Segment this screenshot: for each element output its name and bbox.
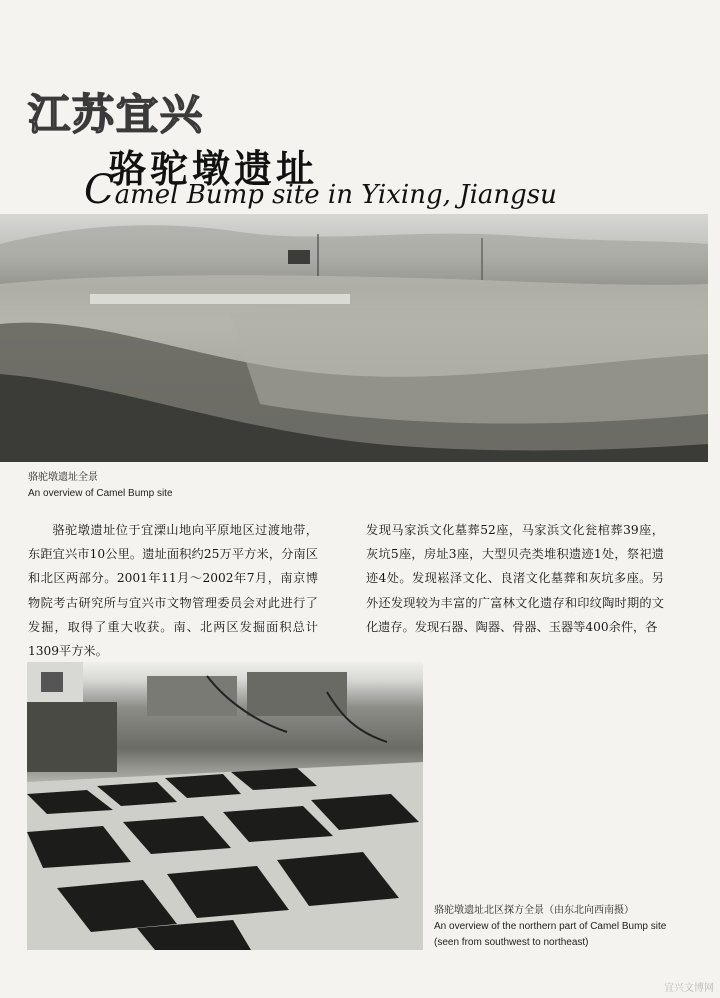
title-site: 骆驼墩遗址 (108, 147, 319, 191)
landscape-photo-illustration (0, 214, 708, 462)
title-region: 江苏宜兴 (28, 90, 205, 139)
excavation-caption (434, 903, 674, 951)
watermark: 宜兴文博网 (664, 983, 714, 994)
site-overview-caption-en: An overview of Camel Bump site (28, 488, 173, 499)
site-overview-caption (28, 470, 173, 502)
site-overview-caption-cn: 骆驼墩遗址全景 (28, 472, 98, 483)
title-english-initial: C (84, 167, 115, 213)
excavation-photo (27, 662, 423, 950)
site-overview-photo (0, 214, 708, 462)
excavation-grid-illustration (27, 662, 423, 950)
excavation-caption-en: An overview of the northern part of Camel Bump site (seen from southwest to northeast) (434, 921, 667, 948)
excavation-caption-cn: 骆驼墩遗址北区探方全景（由东北向西南摄） (434, 905, 634, 916)
body-text-right: 发现马家浜文化墓葬52座，马家浜文化瓮棺葬39座，灰坑5座，房址3座，大型贝壳类堆积遗迹1处，祭祀遗迹4处。发现崧泽文化、良渚文化墓葬和灰坑多座。另外还发现较为丰富的广富林文化遗存和印纹陶时期的文化遗存。发现石器、陶器、骨器、玉器等400余件，各 (366, 523, 664, 634)
body-text-left: 骆驼墩遗址位于宜溧山地向平原地区过渡地带，东距宜兴市10公里。遗址面积约25万平方米，分南区和北区两部分。2001年11月～2002年7月，南京博物院考古研究所与宜兴市文物管理委员会对此进行了发掘，取得了重大收获。南、北两区发掘面积总计1309平方米。 (28, 523, 318, 659)
title-english-rest: amel Bump site in Yixing, Jiangsu (114, 180, 557, 210)
